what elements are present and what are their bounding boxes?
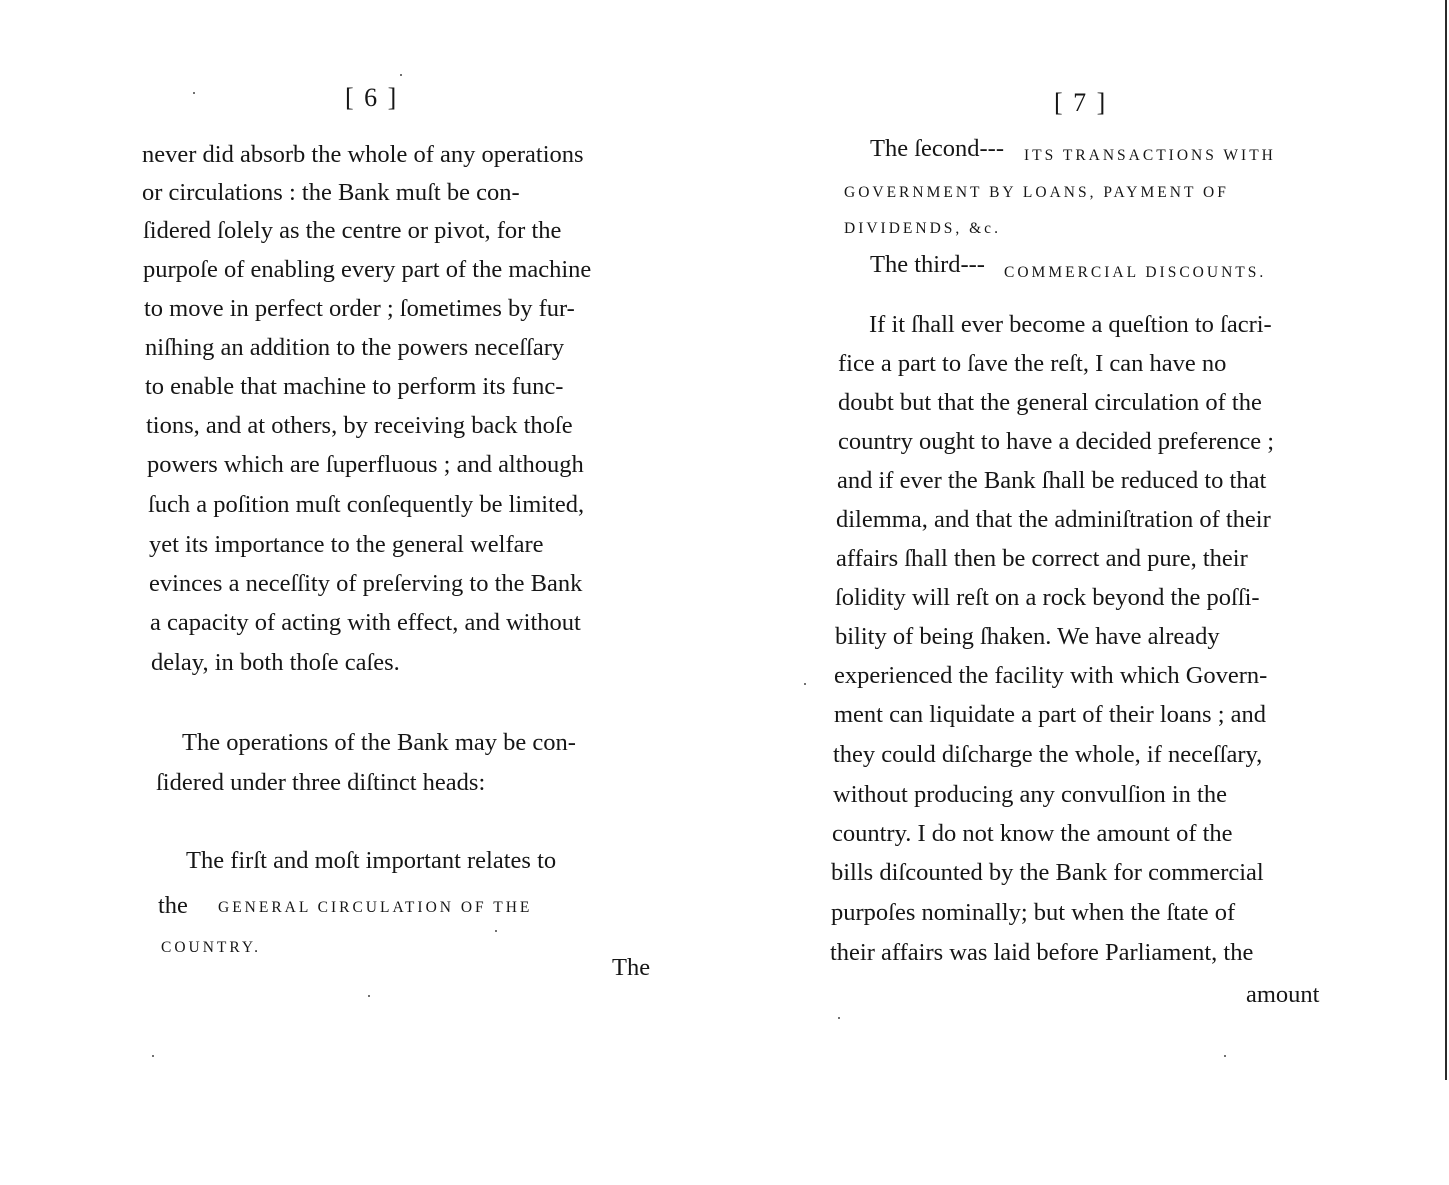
- print-speck: [804, 683, 806, 685]
- body-line: The third---: [870, 251, 985, 278]
- small-caps-heading: COMMERCIAL DISCOUNTS.: [1004, 264, 1267, 281]
- body-line: they could diſcharge the whole, if neceſſary,: [833, 741, 1263, 768]
- print-speck: [838, 1017, 840, 1019]
- body-line: ſidered ſolely as the centre or pivot, for the: [143, 217, 562, 244]
- page-number-left: [ 6 ]: [345, 83, 399, 112]
- catchword: amount: [1246, 981, 1320, 1008]
- small-caps-heading: GOVERNMENT BY LOANS, PAYMENT OF: [844, 184, 1229, 201]
- body-line: affairs ſhall then be correct and pure, their: [836, 545, 1248, 572]
- right-page: [724, 0, 1449, 1185]
- body-line: evinces a neceſſity of preſerving to the Bank: [149, 570, 583, 597]
- body-line: ſidered under three diſtinct heads:: [156, 769, 486, 796]
- body-line: dilemma, and that the adminiſtration of their: [836, 506, 1271, 533]
- body-line: niſhing an addition to the powers neceſſary: [145, 334, 565, 361]
- body-line: experienced the facility with which Govern-: [834, 662, 1268, 689]
- body-line: to enable that machine to perform its func-: [145, 373, 564, 400]
- scan-edge-rule: [1445, 0, 1447, 1080]
- body-line: bills diſcounted by the Bank for commercial: [831, 859, 1264, 886]
- body-line: a capacity of acting with effect, and without: [150, 609, 581, 636]
- body-line: doubt but that the general circulation of the: [838, 389, 1262, 416]
- body-line: purpoſes nominally; but when the ſtate of: [831, 899, 1236, 926]
- left-page: [0, 0, 724, 1185]
- print-speck: [152, 1055, 154, 1057]
- page-number-right: [ 7 ]: [1054, 88, 1108, 117]
- body-line: and if ever the Bank ſhall be reduced to that: [837, 467, 1267, 494]
- body-line: delay, in both thoſe caſes.: [151, 649, 400, 676]
- paragraph-first-line: If it ſhall ever become a queſtion to ſacri-: [869, 311, 1272, 338]
- body-line: their affairs was laid before Parliament, the: [830, 939, 1254, 966]
- small-caps-heading: DIVIDENDS, &c.: [844, 220, 1001, 237]
- small-caps-heading: COUNTRY.: [161, 939, 261, 956]
- body-line: powers which are ſuperfluous ; and although: [147, 451, 584, 478]
- body-line: yet its importance to the general welfare: [149, 531, 544, 558]
- print-speck: [368, 995, 370, 997]
- body-line: tions, and at others, by receiving back thoſe: [146, 412, 573, 439]
- body-line: to move in perfect order ; ſometimes by fur-: [144, 295, 575, 322]
- paragraph-first-line: The firſt and moſt important relates to: [186, 847, 557, 874]
- body-line: the: [158, 892, 188, 919]
- body-line: country ought to have a decided preference ;: [838, 428, 1275, 455]
- body-line: purpoſe of enabling every part of the machine: [143, 256, 592, 283]
- print-speck: [1224, 1055, 1226, 1057]
- body-line: ſolidity will reſt on a rock beyond the poſſi-: [835, 584, 1260, 611]
- print-speck: [495, 930, 497, 932]
- catchword: The: [612, 954, 651, 981]
- paragraph-first-line: The operations of the Bank may be con-: [182, 729, 576, 756]
- body-line: without producing any convulſion in the: [833, 781, 1227, 808]
- body-line: The ſecond---: [870, 135, 1004, 162]
- body-line: never did absorb the whole of any operations: [142, 141, 584, 168]
- small-caps-heading: GENERAL CIRCULATION OF THE: [218, 899, 533, 916]
- body-line: country. I do not know the amount of the: [832, 820, 1233, 847]
- body-line: or circulations : the Bank muſt be con-: [142, 179, 520, 206]
- print-speck: [400, 74, 402, 76]
- body-line: ſuch a poſition muſt conſequently be limited,: [148, 491, 585, 518]
- body-line: ment can liquidate a part of their loans ; and: [834, 701, 1267, 728]
- body-line: bility of being ſhaken. We have already: [835, 623, 1220, 650]
- body-line: fice a part to ſave the reſt, I can have no: [838, 350, 1227, 377]
- print-speck: [193, 92, 195, 94]
- small-caps-heading: ITS TRANSACTIONS WITH: [1024, 147, 1276, 164]
